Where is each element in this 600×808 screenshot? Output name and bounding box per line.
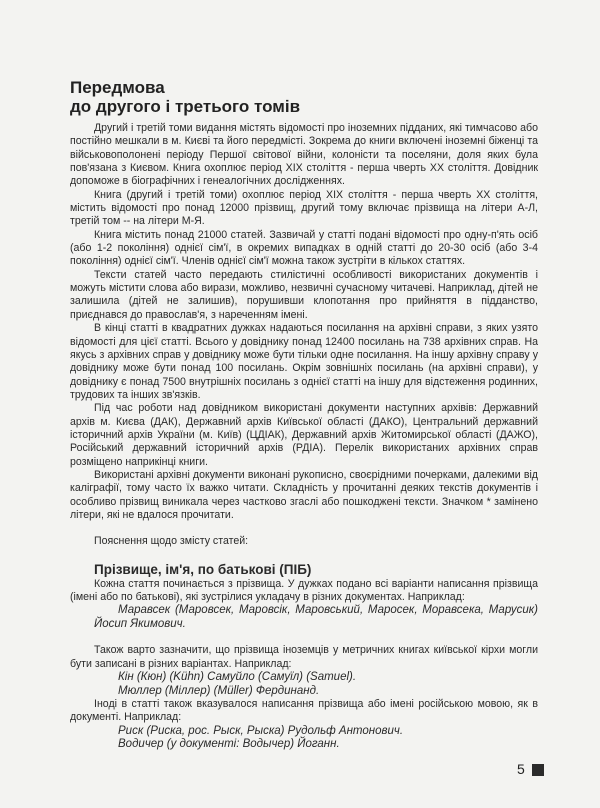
example-entry: Кін (Кюн) (Kühn) Самуйло (Самуїл) (Samuel). [118,671,357,684]
page-heading [70,78,300,116]
paragraph: Другий і третій томи видання містять відомості про іноземних підданих, які тимчасово або постійно мешкали в м. Києві та його передмісті. Зокрема до книги включені іноземні біженці та військовополонені періоду Першої світової війни, колоністи та поселяни, доля яких була пов'язана з Києвом. Книга охоплює період XIX століття - перша чверть XX століття. Довідник допоможе в біографічних і генеалогічних дослідженнях. [70,122,538,188]
paragraph: Також варто зазначити, що прізвища іноземців у метричних книгах київської кірхи могли бути записані в різних варіантах. Наприклад: [70,644,538,670]
page-number-marker [532,764,544,776]
example-entry: Риск (Риска, рос. Рыск, Рыска) Рудольф Антонович. [118,724,404,737]
body-text [70,122,538,752]
paragraph: В кінці статті в квадратних дужках надаються посилання на архівні справи, з яких узято відомості для цієї статті. Всього у довіднику понад 12400 посилань на 738 архівних справ. На якусь з архівних справ у довіднику може бути тільки одне посилання. На іншу архівну справу у довіднику може бути понад 100 посилань. Окрім зовнішніх посилань (на архівні справи), у довіднику є понад 7500 внутрішніх посилань з однієї статті на іншу для відстеження родинних, трудових та інших зв'язків. [70,322,538,401]
paragraph: Тексти статей часто передають стилістичні особливості використаних документів і можуть містити слова або вирази, можливо, незвичні сучасному читачеві. Наприклад, дітей не залишила (дітей не залишив), порушивши клопотання про прийняття в підданство, приєднався до православ'я, з нареченням імені. [70,268,538,321]
heading-line-1: Передмова [70,78,165,97]
example-entry: Мюллер (Міллер) (Müller) Фердинанд. [118,684,320,697]
section-title: Прізвище, ім'я, по батькові (ПІБ) [94,561,312,577]
paragraph: Використані архівні документи виконані рукописно, своєрідними почерками, далекими від каліграфії, тому часто їх важко читати. Складність у прочитанні деяких текстів документів і особливо прізвищ виникала через частково згаслі або пошкоджені тексти. Значком * замінено літери, які не вдалося прочитати. [70,468,538,521]
paragraph: Іноді в статті також вказувалося написання прізвища або імені російською мовою, як в документі. Наприклад: [70,698,538,724]
intro-line: Пояснення щодо змісту статей: [94,535,249,548]
paragraph: Під час роботи над довідником використані документи наступних архівів: Державний архів м. Києва (ДАК), Державний архів Київської області (ДАКО), Центральний державний історичний архів України (м. Київ) (ЦДІАК), Державний архів Житомирської області (ДАЖО), Російський державний історичний архів (РДІА). Перелік використаних архівних справ розміщено наприкінці книги. [70,402,538,468]
section-paragraph: Кожна стаття починається з прізвища. У дужках подано всі варіанти написання прізвища (імені або по батькові), які зустрілися укладачу в різних документах. Наприклад: [70,577,538,603]
example-entry: Водичер (у документі: Водычер) Йоганн. [118,738,340,751]
page-number: 5 [517,761,525,777]
example-entry: Маравсек (Маровсек, Маровсік, Маровський, Маросек, Моравсека, Марусик) Йосип Якимович. [94,604,538,630]
paragraph: Книга (другий і третій томи) охоплює період XIX століття - перша чверть XX століття, містить відомості про понад 12000 прізвищ, другий тому включає прізвища на літери А-Л, третій том -- на літери М-Я. [70,188,538,228]
paragraph: Книга містить понад 21000 статей. Зазвичай у статті подані відомості про одну-п'ять осіб (або 1-2 покоління) однієї сім'ї, в окремих випадках в одній статті до 20-30 осіб (або 3-4 покоління) однієї сім'ї. Членів однієї сім'ї можна також зустріти в кількох статтях. [70,228,538,268]
heading-line-2: до другого і третього томів [70,97,301,116]
